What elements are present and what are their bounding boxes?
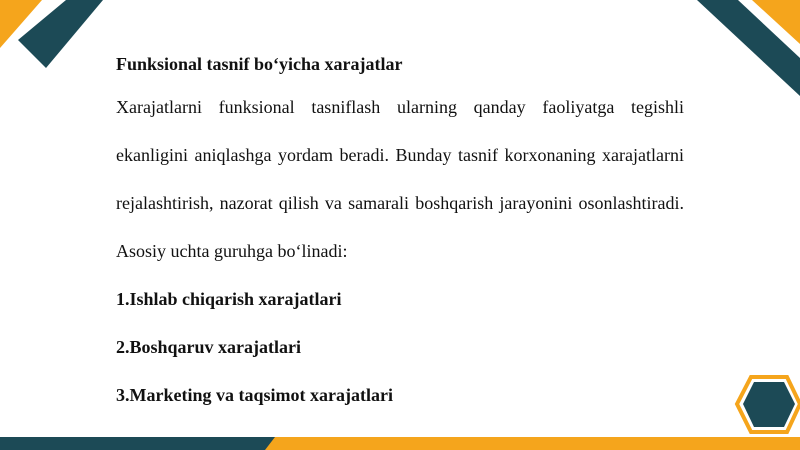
list-item-3: 3.Marketing va taqsimot xarajatlari xyxy=(116,385,393,405)
hexagon-badge xyxy=(743,382,795,427)
slide-content xyxy=(116,49,684,419)
slide-paragraph: Xarajatlarni funksional tasniflash ularning qanday faoliyatga tegishli ekanligini aniqlashga yordam beradi. Bunday tasnif korxonaning xarajatlarni rejalashtirish, nazorat qilish va samarali boshqarish jarayonini osonlashtiradi. Asosiy uchta guruhga bo‘linadi: xyxy=(116,97,684,261)
bottom-bar-teal xyxy=(0,437,275,450)
slide-heading: Funksional tasnif bo‘yicha xarajatlar xyxy=(116,54,403,74)
list-item-2: 2.Boshqaruv xarajatlari xyxy=(116,337,302,357)
list-item-1: 1.Ishlab chiqarish xarajatlari xyxy=(116,289,342,309)
